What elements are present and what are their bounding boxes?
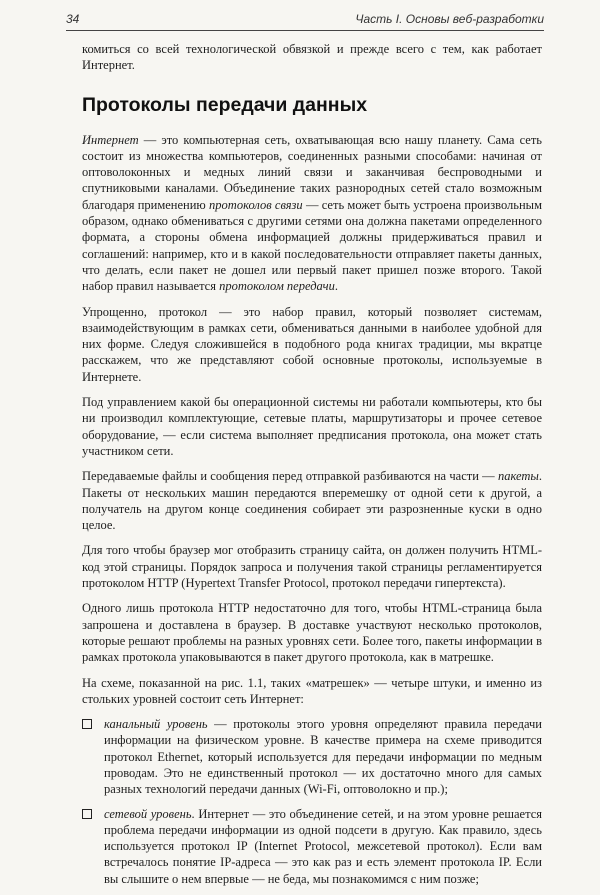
- list-item-text: [104, 806, 542, 887]
- text-run: . Интернет — это объединение сетей, и на этом уровне решается проблема передачи информации из одной подсети в другую. Как правило, здесь используется протокол IP (Internet Protocol, межсетевой протокол). Если вам встречалось понятие IP-адреса — это как раз и есть элемент протокола IP. Если вы слышите о нем впервые — не беда, мы познакомимся с ним позже;: [104, 806, 542, 886]
- text-run: — это компьютерная сеть, охватывающая всю нашу планету. Сама сеть состоит из множества компьютеров, соединенных разными способами: начиная от оптоволоконных и медных линий связи и заканчивая беспроводными и спутниковыми каналами. Объединение таких разнородных сетей стало возможным благодаря применению: [82, 132, 542, 212]
- paragraph-internet: [82, 132, 542, 295]
- term-internet: Интернет: [82, 132, 139, 147]
- paragraph-packets: [82, 468, 542, 533]
- list-item-text: [104, 716, 542, 797]
- paragraph-scheme: На схеме, показанной на рис. 1.1, таких «матрешек» — четыре штуки, и именно из стольких уровней состоит сеть Интернет:: [82, 675, 542, 706]
- section-heading: Протоколы передачи данных: [82, 93, 368, 116]
- text-run: Передаваемые файлы и сообщения перед отправкой разбиваются на части —: [82, 469, 498, 484]
- list-item-network-layer: [82, 806, 542, 887]
- list-item-link-layer: [82, 716, 542, 797]
- paragraph-os: Под управлением какой бы операционной системы ни работали компьютеры, кто бы ни производил комплектующие, сетевые платы, маршрутизаторы и прочее сетевое оборудование, — если система выполняет предписания протокола, она может стать участником сети.: [82, 395, 542, 458]
- layers-list: [82, 716, 542, 887]
- term-packets: пакеты: [497, 469, 539, 484]
- term-transfer-protocol: протоколом передачи: [219, 279, 335, 294]
- checkbox-bullet-icon: [82, 809, 92, 819]
- term-link-layer: канальный уровень: [104, 717, 208, 732]
- text-run: — сеть может быть устроена произвольным образом, однако обмениваться с другими сетями она должна пакетами определенного формата, а стороны обмена информацией должны придерживаться правил и соглашений: например, кто и в какой последовательности отправляет пакеты данных, что делать, если пакет не дошел или первый пакет пришел позже второго. Такой набор правил называется: [82, 197, 542, 294]
- page-number: 34: [66, 12, 80, 26]
- chapter-title: Часть I. Основы веб-разработки: [355, 12, 544, 26]
- page-body: [82, 41, 542, 895]
- term-network-layer: сетевой уровень: [104, 806, 192, 821]
- continued-paragraph: комиться со всей технологической обвязкой и прежде всего с тем, как работает Интернет.: [82, 42, 542, 73]
- paragraph-protocol-definition: Упрощенно, протокол — это набор правил, который позволяет системам, взаимодействующим в рамках сети, обмениваться данными в наиболее удобной для них форме. Следуя сложившейся в подобного рода книгах традиции, мы вкратце расскажем, что же представляют собой основные протоколы, используемые в Интернете.: [82, 304, 542, 384]
- paragraph-matryoshka: Одного лишь протокола HTTP недостаточно для того, чтобы HTML-страница была запрошена и доставлена в браузер. В доставке участвуют несколько протоколов, которые решают проблемы на разных уровнях сети. Более того, пакеты информации в рамках протокола упаковываются в пакет другого протокола, как в матрешке.: [82, 601, 542, 665]
- text-run: — протоколы этого уровня определяют правила передачи информации на физическом уровне. В качестве примера на схеме приводится протокол Ethernet, который используется для передачи информации по медным проводам. Это не единственный протокол — их достаточно много для самых разных технологий передачи данных (Wi-Fi, оптоволокно и пр.);: [104, 717, 542, 797]
- term-protocols: протоколов связи: [209, 197, 303, 212]
- running-header: [66, 12, 544, 31]
- checkbox-bullet-icon: [82, 719, 92, 729]
- text-run: . Пакеты от нескольких машин передаются вперемешку от одной сети к другой, а получатель на другом конце соединения собирает эти разрозненные куски в одно целое.: [82, 469, 542, 533]
- text-run: .: [334, 279, 338, 294]
- paragraph-http: Для того чтобы браузер мог отобразить страницу сайта, он должен получить HTML-код этой страницы. Порядок запроса и получения такой страницы регламентируется протоколом HTTP (Hypertext Transfer Protocol, протокол передачи гипертекста).: [82, 543, 542, 591]
